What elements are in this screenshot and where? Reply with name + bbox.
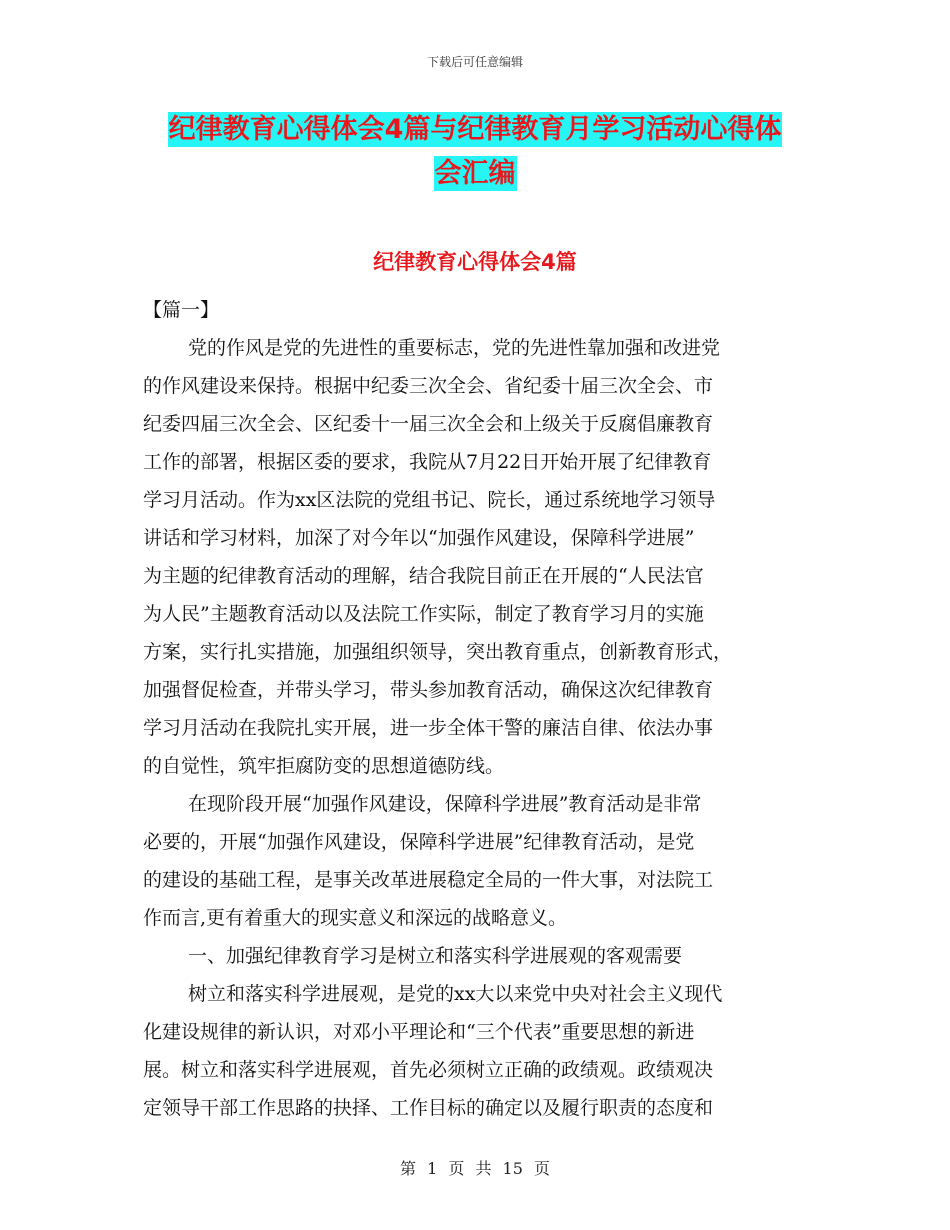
body-line: 讲话和学习材料，加深了对今年以“加强作风建设，保障科学进展” bbox=[143, 527, 695, 549]
body-line: 化建设规律的新认识，对邓小平理论和“三个代表”重要思想的新进 bbox=[143, 1021, 695, 1043]
body-line: 党的作风是党的先进性的重要标志，党的先进性靠加强和改进党 bbox=[188, 337, 721, 359]
body-line: 作而言,更有着重大的现实意义和深远的战略意义。 bbox=[143, 907, 568, 929]
body-line: 为主题的纪律教育活动的理解，结合我院目前正在开展的“人民法官 bbox=[143, 565, 704, 587]
body-line: 树立和落实科学进展观，是党的xx大以来党中央对社会主义现代 bbox=[188, 983, 723, 1005]
body-line: 学习月活动在我院扎实开展，进一步全体干警的廉洁自律、依法办事 bbox=[143, 717, 714, 739]
page-footer: 第 1 页 共 15 页 bbox=[400, 1159, 550, 1178]
header-note: 下载后可任意编辑 bbox=[426, 55, 523, 69]
body-line: 加强督促检查，并带头学习，带头参加教育活动，确保这次纪律教育 bbox=[143, 679, 714, 701]
main-title-line-2: 会汇编 bbox=[434, 158, 516, 189]
body-line: 的自觉性，筑牢拒腐防变的思想道德防线。 bbox=[143, 755, 505, 777]
body-line: 在现阶段开展“加强作风建设，保障科学进展”教育活动是非常 bbox=[188, 793, 702, 815]
body-line: 学习月活动。作为xx区法院的党组书记、院长，通过系统地学习领导 bbox=[143, 489, 716, 511]
section-subtitle: 纪律教育心得体会4篇 bbox=[373, 250, 577, 274]
body-line: 工作的部署，根据区委的要求，我院从7月22日开始开展了纪律教育 bbox=[143, 451, 712, 473]
body-line: 纪委四届三次全会、区纪委十一届三次全会和上级关于反腐倡廉教育 bbox=[143, 413, 714, 435]
main-title-line-1: 纪律教育心得体会4篇与纪律教育月学习活动心得体 bbox=[168, 114, 782, 145]
body-line: 方案，实行扎实措施，加强组织领导，突出教育重点，创新教育形式， bbox=[143, 641, 733, 663]
body-line: 的建设的基础工程，是事关改革进展稳定全局的一件大事，对法院工 bbox=[143, 869, 714, 891]
body-line: 的作风建设来保持。根据中纪委三次全会、省纪委十届三次全会、市 bbox=[143, 375, 714, 397]
body-line: 定领导干部工作思路的抉择、工作目标的确定以及履行职责的态度和 bbox=[143, 1097, 714, 1119]
body-line: 必要的，开展“加强作风建设，保障科学进展”纪律教育活动，是党 bbox=[143, 831, 695, 853]
body-line: 展。树立和落实科学进展观，首先必须树立正确的政绩观。政绩观决 bbox=[143, 1059, 714, 1081]
part-heading: 【篇一】 bbox=[143, 299, 220, 321]
section-heading: 一、加强纪律教育学习是树立和落实科学进展观的客观需要 bbox=[188, 945, 683, 967]
body-line: 为人民”主题教育活动以及法院工作实际，制定了教育学习月的实施 bbox=[143, 603, 704, 625]
